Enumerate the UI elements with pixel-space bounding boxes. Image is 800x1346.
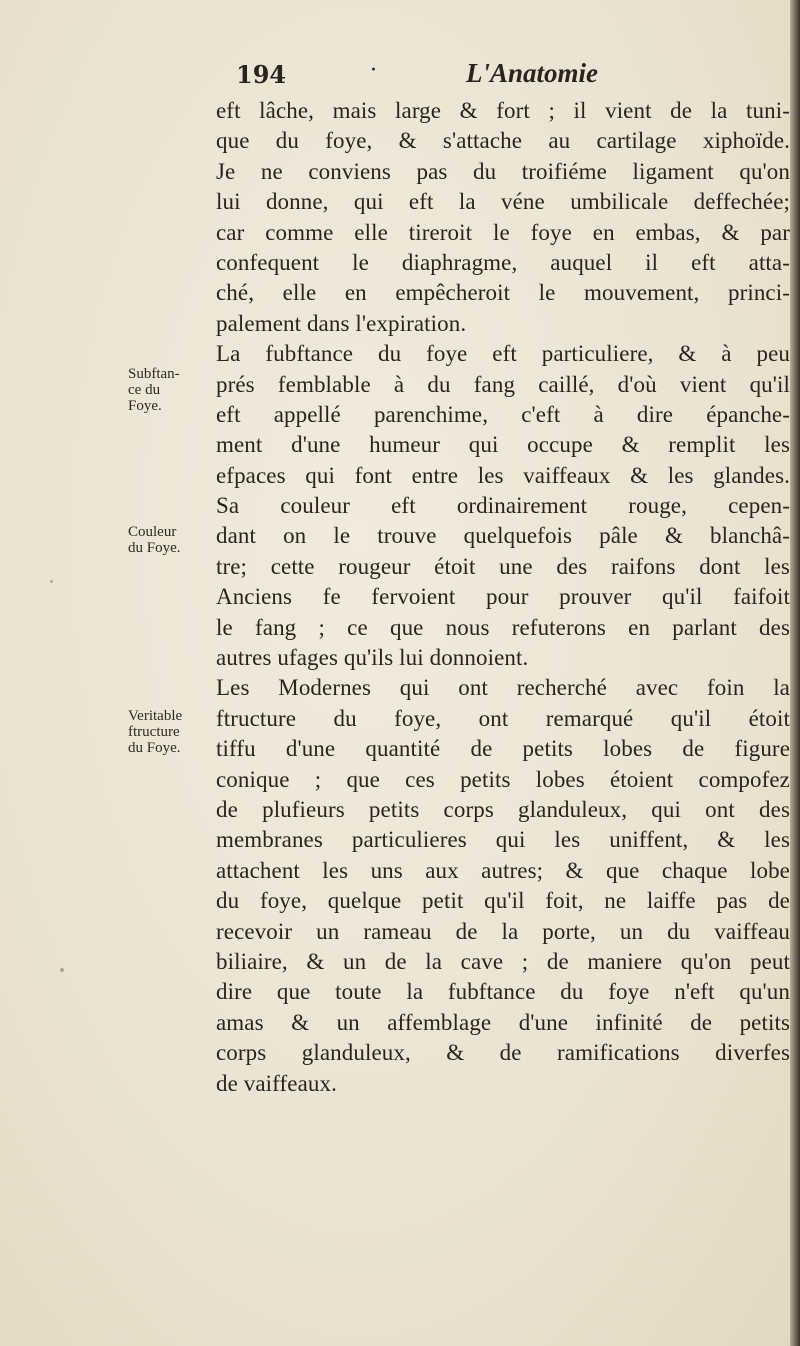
paper-speck bbox=[50, 580, 53, 583]
page-right-edge-shadow bbox=[790, 0, 800, 1346]
header-dot: · bbox=[370, 58, 377, 83]
text-line: Les Modernes qui ont recherché avec foin la bbox=[216, 675, 790, 701]
body-text bbox=[216, 96, 790, 1099]
running-header bbox=[228, 58, 788, 92]
text-line: palement dans l'expiration. bbox=[216, 310, 467, 336]
text-line: ftructure du foye, ont remarqué qu'il étoit bbox=[216, 705, 790, 731]
margin-note-substance bbox=[128, 366, 216, 414]
text-line: recevoir un rameau de la porte, un du vaiffeau bbox=[216, 918, 790, 944]
text-line: dire que toute la fubftance du foye n'eft qu'un bbox=[216, 979, 790, 1005]
page-number: 194 bbox=[236, 60, 287, 89]
text-line: eft lâche, mais large & fort ; il vient de la tuni- bbox=[216, 98, 790, 123]
text-line: autres ufages qu'ils lui donnoient. bbox=[216, 645, 529, 671]
margin-note-line: ce du bbox=[128, 382, 161, 398]
margin-note-line: Couleur bbox=[128, 524, 177, 540]
text-line: attachent les uns aux autres; & que chaque lobe bbox=[216, 857, 790, 883]
margin-note-structure bbox=[128, 708, 216, 756]
text-line: Sa couleur eft ordinairement rouge, cepen- bbox=[216, 493, 790, 519]
text-line: lui donne, qui eft la véne umbilicale deffechée; bbox=[216, 189, 790, 215]
margin-note-color bbox=[128, 524, 216, 556]
margin-note-line: ftructure bbox=[128, 724, 180, 740]
text-line: membranes particulieres qui les uniffent, & les bbox=[216, 827, 790, 853]
margin-note-line: du Foye. bbox=[128, 740, 181, 756]
margin-note-line: du Foye. bbox=[128, 540, 181, 556]
text-line: dant on le trouve quelquefois pâle & blanchâ- bbox=[216, 523, 790, 549]
text-line: car comme elle tireroit le foye en embas, & par bbox=[216, 219, 790, 245]
text-line: corps glanduleux, & de ramifications diverfes bbox=[216, 1040, 790, 1066]
text-line: eft appellé parenchime, c'eft à dire épanche- bbox=[216, 401, 790, 427]
margin-note-line: Subftan- bbox=[128, 366, 180, 382]
text-line: de vaiffeaux. bbox=[216, 1070, 337, 1096]
text-line: ment d'une humeur qui occupe & remplit les bbox=[216, 432, 790, 458]
text-line: Je ne conviens pas du troifiéme ligament qu'on bbox=[216, 158, 790, 184]
text-line: ché, elle en empêcheroit le mouvement, princi- bbox=[216, 280, 790, 306]
text-line: amas & un affemblage d'une infinité de petits bbox=[216, 1009, 790, 1035]
text-line: efpaces qui font entre les vaiffeaux & les glandes. bbox=[216, 462, 790, 488]
text-line: conique ; que ces petits lobes étoient compofez bbox=[216, 766, 790, 792]
text-line: biliaire, & un de la cave ; de maniere qu'on peut bbox=[216, 948, 790, 974]
paper-speck bbox=[60, 968, 64, 972]
text-line: tre; cette rougeur étoit une des raifons dont les bbox=[216, 553, 790, 579]
text-line: Anciens fe fervoient pour prouver qu'il faifoit bbox=[216, 584, 790, 610]
margin-note-line: Foye. bbox=[128, 398, 162, 414]
text-line: du foye, quelque petit qu'il foit, ne laiffe pas de bbox=[216, 888, 790, 914]
text-line: prés femblable à du fang caillé, d'où vient qu'il bbox=[216, 371, 790, 397]
text-line: confequent le diaphragme, auquel il eft atta- bbox=[216, 249, 790, 275]
running-title: L'Anatomie bbox=[466, 58, 599, 88]
text-line: La fubftance du foye eft particuliere, & à peu bbox=[216, 341, 790, 367]
text-line: tiffu d'une quantité de petits lobes de figure bbox=[216, 736, 790, 762]
text-line: de plufieurs petits corps glanduleux, qui ont des bbox=[216, 796, 790, 822]
text-line: que du foye, & s'attache au cartilage xiphoïde. bbox=[216, 128, 790, 154]
text-line: le fang ; ce que nous refuterons en parlant des bbox=[216, 614, 790, 640]
margin-note-line: Veritable bbox=[128, 708, 183, 724]
